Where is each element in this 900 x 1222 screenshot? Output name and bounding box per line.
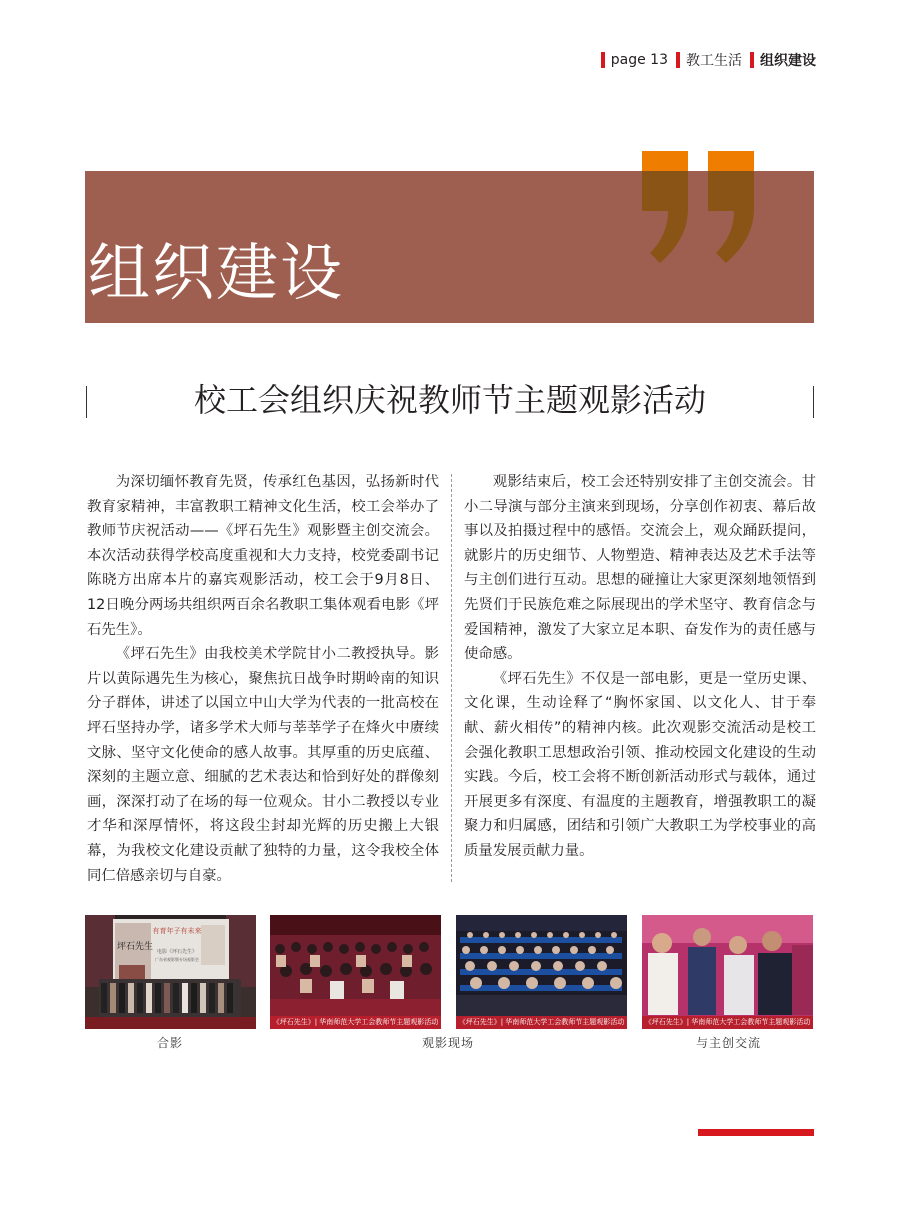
footer-accent-bar (698, 1129, 814, 1136)
photo-group (85, 915, 256, 1029)
paragraph: 为深切缅怀教育先贤，传承红色基因，弘扬新时代教育家精神，丰富教职工精神文化生活，校工会举办了教师节庆祝活动——《坪石先生》观影暨主创交流会。本次活动获得学校高度重视和大力支持，校党委副书记陈晓方出席本片的嘉宾观影活动，校工会于9月8日、12日晚分两场共组织两百余名教职工集体观看电影《坪石先生》。 (87, 474, 439, 638)
article-title: 校工会组织庆祝教师节主题观影活动 (193, 381, 706, 419)
photo-strip: 《坪石先生》| 华南师范大学工会教师节主题观影活动 (456, 1016, 627, 1029)
column-divider (451, 474, 452, 882)
paragraph: 《坪石先生》由我校美术学院甘小二教授执导。影片以黄际遇先生为核心，聚焦抗日战争时期岭南的知识分子群体，讲述了以国立中山大学为代表的一批高校在坪石坚持办学，诸多学术大师与莘莘学子在烽火中赓续文脉、坚守文化使命的感人故事。其厚重的历史底蕴、深刻的主题立意、细腻的艺术表达和恰到好处的群像刻画，深深打动了在场的每一位观众。甘小二教授以专业才华和深厚情怀，将这段尘封却光辉的历史搬上大银幕，为我校文化建设贡献了独特的力量，这令我校全体同仁倍感亲切与自豪。 (87, 646, 439, 884)
photo-screening-1-image (270, 915, 441, 1029)
poster-text: 坪石先生 (116, 942, 154, 952)
screen-text-1: 有育年子有未来 (152, 927, 202, 935)
caption-screening: 观影现场 (422, 1036, 475, 1050)
caption-group: 合影 (157, 1036, 184, 1050)
paragraph: 观影结束后，校工会还特别安排了主创交流会。甘小二导演与部分主演来到现场，分享创作初衷、幕后故事以及拍摄过程中的感悟。交流会上，观众踊跃提问，就影片的历史细节、人物塑造、精神表达及艺术手法等与主创们进行互动。思想的碰撞让大家更深刻地领悟到先贤们于民族危难之际展现出的学术坚守、教育信念与爱国精神，激发了大家立足本职、奋发作为的责任感与使命感。 (464, 474, 816, 663)
article-column-left (87, 470, 439, 888)
header-marker (676, 52, 680, 68)
title-rule-right (813, 386, 814, 418)
title-rule-left (86, 386, 87, 418)
caption-exchange: 与主创交流 (696, 1036, 762, 1050)
page-header (601, 50, 816, 70)
screen-text-3: 广东省观影暨专场观影会 (155, 957, 199, 962)
photo-screening-2-image (456, 915, 627, 1029)
header-marker (750, 52, 754, 68)
photo-exchange-image (642, 915, 813, 1029)
photo-exchange (642, 915, 813, 1029)
screen-text-2: 电影《坪石先生》 (156, 949, 198, 955)
photo-group-image (85, 915, 256, 1029)
banner-title: 组织建设 (88, 236, 345, 309)
paragraph: 《坪石先生》不仅是一部电影，更是一堂历史课、文化课，生动诠释了“胸怀家国、以文化人、甘于奉献、薪火相传”的精神内核。此次观影交流活动是校工会强化教职工思想政治引领、推动校园文化建设的生动实践。今后，校工会将不断创新活动形式与载体，通过开展更多有深度、有温度的主题教育，增强教职工的凝聚力和归属感，团结和引领广大教职工为学校事业的高质量发展贡献力量。 (464, 670, 816, 859)
subsection-name: 组织建设 (760, 53, 816, 69)
page-number: page 13 (610, 52, 668, 68)
header-marker (601, 52, 605, 68)
photo-screening-1 (270, 915, 441, 1029)
photo-strip: 《坪石先生》| 华南师范大学工会教师节主题观影活动 (270, 1016, 441, 1029)
photo-screening-2 (456, 915, 627, 1029)
photo-strip: 《坪石先生》| 华南师范大学工会教师节主题观影活动 (642, 1016, 813, 1029)
section-name: 教工生活 (686, 53, 742, 69)
article-column-right (464, 470, 816, 864)
quote-mark-icon (638, 151, 758, 263)
